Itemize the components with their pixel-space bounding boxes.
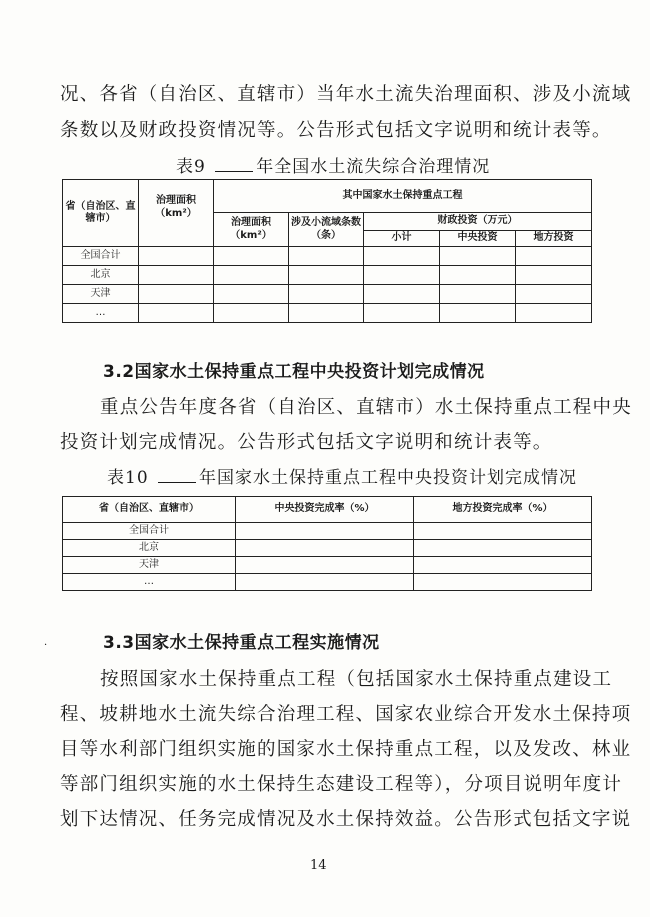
- paragraph-line: 程、坡耕地水土流失综合治理工程、国家农业综合开发水土保持项: [60, 704, 632, 725]
- header-subtotal: 小计: [364, 231, 440, 247]
- table9-caption: [176, 152, 490, 177]
- table10-caption-prefix: 表10: [107, 468, 149, 488]
- page-number: 14: [310, 858, 327, 873]
- table9-caption-prefix: 表9: [176, 157, 206, 177]
- table-row: [63, 557, 592, 574]
- header-finance: 财政投资（万元）: [364, 213, 592, 231]
- row-label: …: [63, 304, 139, 323]
- paragraph-line: 投资计划完成情况。公告形式包括文字说明和统计表等。: [60, 432, 553, 453]
- row-label: 天津: [63, 285, 139, 304]
- paragraph-line: 重点公告年度各省（自治区、直辖市）水土保持重点工程中央: [100, 397, 632, 418]
- header-central: 中央投资: [440, 231, 516, 247]
- paragraph-line: 划下达情况、任务完成情况及水土保持效益。公告形式包括文字说: [60, 809, 632, 830]
- row-label: …: [63, 574, 236, 591]
- table-row: [63, 304, 592, 323]
- header-watershed: 涉及小流域条数（条）: [289, 213, 364, 247]
- header-key-project: 其中国家水土保持重点工程: [214, 180, 592, 213]
- table-row: [63, 574, 592, 591]
- year-blank: [215, 171, 253, 172]
- table-row: [63, 285, 592, 304]
- table10-caption-suffix: 年国家水土保持重点工程中央投资计划完成情况: [199, 468, 578, 488]
- table-row: [63, 266, 592, 285]
- paragraph-line: 目等水利部门组织实施的国家水土保持重点工程，以及发改、林业: [60, 739, 632, 760]
- header-province: 省（自治区、直辖市）: [63, 497, 236, 523]
- paragraph-line: 按照国家水土保持重点工程（包括国家水土保持重点建设工: [100, 669, 613, 690]
- paragraph-line: 况、各省（自治区、直辖市）当年水土流失治理面积、涉及小流域: [60, 84, 632, 105]
- paragraph-line: 等部门组织实施的水土保持生态建设工程等），分项目说明年度计: [60, 774, 623, 795]
- table10: [62, 496, 592, 591]
- table9: [62, 179, 592, 323]
- row-label: 天津: [63, 557, 236, 574]
- row-label: 全国合计: [63, 247, 139, 266]
- row-label: 北京: [63, 266, 139, 285]
- paragraph-line: 条数以及财政投资情况等。公告形式包括文字说明和统计表等。: [60, 120, 612, 141]
- header-local: 地方投资: [516, 231, 592, 247]
- header-province: 省（自治区、直辖市）: [63, 180, 139, 247]
- table-row: [63, 523, 592, 540]
- year-blank: [158, 482, 196, 483]
- row-label: 全国合计: [63, 523, 236, 540]
- table-row: [63, 540, 592, 557]
- section-3-2-title: 3.2国家水土保持重点工程中央投资计划完成情况: [103, 362, 485, 382]
- row-label: 北京: [63, 540, 236, 557]
- header-key-area: 治理面积（km²）: [214, 213, 289, 247]
- table-row: [63, 247, 592, 266]
- header-central-rate: 中央投资完成率（%）: [236, 497, 414, 523]
- table10-caption: [107, 463, 577, 488]
- header-area: 治理面积（km²）: [139, 180, 214, 247]
- scan-speck: ·: [44, 640, 48, 651]
- section-3-3-title: 3.3国家水土保持重点工程实施情况: [103, 633, 380, 653]
- header-local-rate: 地方投资完成率（%）: [414, 497, 592, 523]
- table9-caption-suffix: 年全国水土流失综合治理情况: [256, 157, 491, 177]
